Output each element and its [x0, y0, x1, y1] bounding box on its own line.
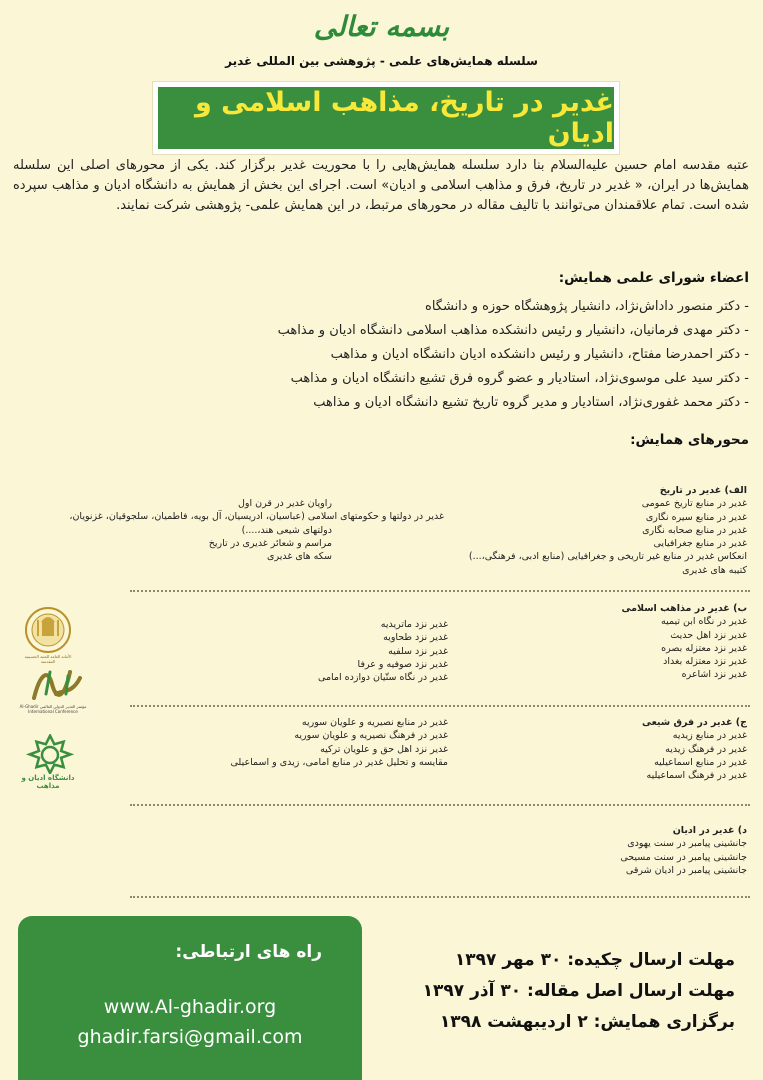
- separator: [130, 705, 750, 707]
- axis-column-islamic-left: [148, 618, 448, 684]
- axis-item: غدیر نزد طحاویه: [383, 632, 448, 644]
- deadlines: [385, 945, 735, 1038]
- axis-item: غدیر در فرهنگ نصیریه و علویان سوریه: [294, 730, 448, 742]
- title-banner: [153, 82, 619, 154]
- axis-group-title: ب) غدیر در مذاهب اسلامی: [621, 603, 747, 614]
- shrine-logo: [24, 604, 72, 664]
- axis-item: غدیر در دولتها و حکومتهای اسلامی (عباسیان، ادریسیان، آل بویه، فاطمیان، سلجوقیان، غزنویان،: [69, 511, 444, 523]
- logo-caption: دانشگاه ادیان و مذاهب: [21, 774, 75, 790]
- ghadir-conference-logo: [18, 664, 88, 714]
- axis-group-history: [407, 484, 747, 577]
- axis-item: کتیبه های غدیری: [682, 564, 747, 576]
- page-title: غدیر در تاریخ، مذاهب اسلامی و ادیان: [194, 87, 614, 149]
- axis-item: غدیر نزد سلفیه: [388, 645, 448, 657]
- university-star-icon: [22, 734, 78, 774]
- axis-item: انعکاس غدیر در منابع غیر تاریخی و جغرافیایی (منابع ادبی، فرهنگی،...): [468, 551, 747, 563]
- board-member: - دکتر مهدی فرمانیان، دانشیار و رئیس دانشکده مذاهب اسلامی دانشگاه ادیان و مذاهب: [277, 323, 749, 338]
- axis-column-history-left: [44, 497, 444, 563]
- conference-date: برگزاری همایش: ۲ اردیبهشت ۱۳۹۸: [439, 1012, 735, 1032]
- logo-text: الأمانة العامة للعتبة الحسينية المقدسة: [24, 654, 72, 664]
- axis-item: غدیر در منابع زیدیه: [672, 730, 747, 742]
- axis-item: غدیر در منابع صحابه نگاری: [642, 524, 747, 536]
- axis-group-title: الف) غدیر در تاریخ: [659, 485, 747, 496]
- ghadir-calligraphy-icon: [26, 664, 88, 704]
- shrine-emblem-icon: [24, 604, 72, 654]
- axis-item: غدیر در نگاه ستّیان دوازده امامی: [318, 672, 448, 684]
- title-banner-inner: [158, 87, 614, 149]
- deadline-abstract: مهلت ارسال چکیده: ۳۰ مهر ۱۳۹۷: [454, 950, 735, 970]
- email-link[interactable]: ghadir.farsi@gmail.com: [77, 1026, 303, 1048]
- axis-item: دولتهای شیعی هند،....): [241, 524, 332, 536]
- axis-item: غدیر در منابع سیره نگاری: [645, 511, 747, 523]
- axis-item: غدیر در منابع اسماعیلیه: [654, 756, 747, 768]
- axis-group-religions: [407, 824, 747, 877]
- board-member: - دکتر منصور داداش‌نژاد، دانشیار پژوهشگاه حوزه و دانشگاه: [425, 299, 749, 314]
- axis-item: غدیر نزد ماتریدیه: [380, 619, 448, 630]
- axis-group-title: ج) غدیر در فرق شیعی: [641, 717, 747, 728]
- axis-item: جانشینی پیامبر در سنت یهودی: [627, 838, 747, 850]
- board-member: - دکتر سید علی موسوی‌نژاد، استادیار و عضو گروه فرق تشیع دانشگاه ادیان و مذاهب: [290, 371, 749, 386]
- axis-item: غدیر نزد اهل حدیث: [670, 629, 747, 641]
- calligraphy-header: بسمه تعالی: [313, 10, 450, 43]
- axis-item: غدیر در فرهنگ زیدیه: [665, 743, 747, 755]
- contact-title: راه های ارتباطی:: [175, 942, 322, 962]
- board-heading: اعضاء شورای علمی همایش:: [558, 270, 749, 286]
- axis-item: غدیر نزد معتزله بغداد: [663, 656, 747, 668]
- axis-item: غدیر در نگاه ابن تیمیه: [661, 616, 747, 628]
- intro-paragraph: عتبه مقدسه امام حسین علیه‌السلام بنا دارد سلسله همایش‌هایی را با محوریت غدیر برگزار کند. یکی از محورهای اصلی این سلسله همایش‌ها در ایران، « غدیر در تاریخ، فرق و مذاهب اسلامی و ادیان» است. اجرای این بخش از همایش به دانشگاه ادیان و مذاهب سپرده شده است. تمام علاقمندان می‌توانند با تالیف مقاله در محورهای مرتبط، در این همایش علمی- پژوهشی شرکت نمایند.: [13, 158, 749, 213]
- axis-item: سکه های غدیری: [267, 551, 332, 563]
- axis-item: غدیر در فرهنگ اسماعیلیه: [646, 770, 747, 782]
- axis-group-title: د) غدیر در ادیان: [672, 825, 747, 836]
- axis-item: جانشینی پیامبر در ادیان شرقی: [625, 864, 747, 876]
- separator: [130, 804, 750, 806]
- contact-box: [18, 916, 362, 1080]
- university-logo: [18, 734, 78, 790]
- website-link[interactable]: www.Al-ghadir.org: [103, 996, 277, 1018]
- axis-group-islamic-schools: [407, 602, 747, 682]
- axis-group-shia-sects: [407, 716, 747, 782]
- axis-column-shia-left: [148, 716, 448, 769]
- axis-item: مقایسه و تحلیل غدیر در منابع امامی، زیدی و اسماعیلی: [230, 756, 448, 768]
- axis-item: غدیر در منابع جغرافیایی: [653, 538, 747, 550]
- axes-heading: محورهای همایش:: [630, 432, 749, 448]
- separator: [130, 896, 750, 898]
- axis-item: مراسم و شعائر غدیری در تاریخ: [208, 537, 332, 549]
- axis-item: غدیر نزد معتزله بصره: [661, 642, 747, 654]
- axis-item: راویان غدیر در قرن اول: [238, 498, 332, 509]
- logo-caption: مؤتمر الغدير الدولي العالمي Al-Ghadir International Conference: [19, 704, 87, 714]
- board-member: - دکتر محمد غفوری‌نژاد، استادیار و مدیر گروه تاریخ تشیع دانشگاه ادیان و مذاهب: [313, 395, 749, 410]
- axis-item: غدیر در منابع تاریخ عمومی: [641, 498, 747, 510]
- board-list: [149, 295, 749, 415]
- axis-item: غدیر در منابع نصیریه و علویان سوریه: [301, 717, 448, 728]
- axis-item: غدیر نزد اشاعره: [681, 669, 747, 681]
- deadline-paper: مهلت ارسال اصل مقاله: ۳۰ آذر ۱۳۹۷: [422, 981, 735, 1001]
- series-title: سلسله همایش‌های علمی - پژوهشی بین المللی غدیر: [225, 54, 538, 68]
- axis-item: غدیر نزد اهل حق و علویان ترکیه: [320, 743, 448, 755]
- separator: [130, 590, 750, 592]
- axis-item: جانشینی پیامبر در سنت مسیحی: [620, 851, 747, 863]
- axis-item: غدیر نزد صوفیه و عرفا: [357, 658, 448, 670]
- board-member: - دکتر احمدرضا مفتاح، دانشیار و رئیس دانشکده ادیان دانشگاه ادیان و مذاهب: [330, 347, 749, 362]
